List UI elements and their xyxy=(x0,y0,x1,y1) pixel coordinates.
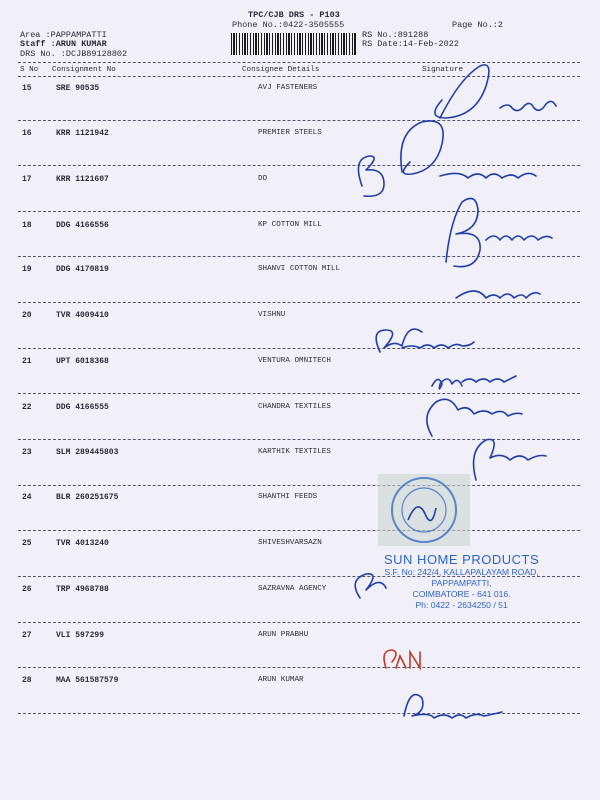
row-consignee: VENTURA OMNITECH xyxy=(258,357,331,365)
row-consignment: KRR 1121607 xyxy=(56,175,109,184)
stamp-phone: Ph: 0422 - 2634250 / 51 xyxy=(415,600,508,610)
row-consignee: VISHNU xyxy=(258,311,286,319)
page-number: Page No.:2 xyxy=(452,20,504,30)
row-sno: 21 xyxy=(22,357,32,366)
row-consignee: KP COTTON MILL xyxy=(258,221,322,229)
phone-number: Phone No.:0422-3505555 xyxy=(232,20,345,30)
row-consignment: TVR 4009410 xyxy=(56,311,109,320)
row-consignment: VLI 597299 xyxy=(56,631,105,640)
row-consignment: DDG 4166556 xyxy=(56,221,109,230)
row-consignment: MAA 561587579 xyxy=(56,676,119,685)
row-consignment: KRR 1121942 xyxy=(56,129,109,138)
row-sno: 19 xyxy=(22,265,32,274)
row-consignee: SHIVESHVARSAZN xyxy=(258,539,322,547)
row-consignee: SHANVI COTTON MILL xyxy=(258,265,341,273)
row-consignee: ARUN KUMAR xyxy=(258,676,304,684)
row-sno: 17 xyxy=(22,175,32,184)
row-consignment: DDG 4166555 xyxy=(56,403,109,412)
column-signature: Signature xyxy=(422,66,464,74)
row-sno: 20 xyxy=(22,311,32,320)
row-consignment: TVR 4013240 xyxy=(56,539,109,548)
row-consignee: ARUN PRABHU xyxy=(258,631,309,639)
row-sno: 16 xyxy=(22,129,32,138)
row-consignee: SHANTHI FEEDS xyxy=(258,493,318,501)
row-sno: 15 xyxy=(22,84,32,93)
row-sno: 26 xyxy=(22,585,32,594)
rs-number: RS No.:891288 xyxy=(362,30,429,40)
stamp-address-line3: COIMBATORE - 641 016. xyxy=(412,589,511,599)
row-consignment: SRE 90535 xyxy=(56,84,100,93)
row-sno: 23 xyxy=(22,448,32,457)
row-consignment: BLR 260251675 xyxy=(56,493,119,502)
row-consignment: TRP 4968788 xyxy=(56,585,109,594)
row-consignee: PREMIER STEELS xyxy=(258,129,322,137)
rs-date: RS Date:14-Feb-2022 xyxy=(362,39,459,49)
row-sno: 27 xyxy=(22,631,32,640)
row-consignee: SAZRAVNA AGENCY xyxy=(258,585,327,593)
row-sno: 24 xyxy=(22,493,32,502)
row-consignee: AVJ FASTENERS xyxy=(258,84,318,92)
staff-label: Staff :ARUN KUMAR xyxy=(20,39,107,49)
area-label: Area :PAPPAMPATTI xyxy=(20,30,107,40)
row-sno: 25 xyxy=(22,539,32,548)
column-sno: S No xyxy=(20,66,39,74)
row-consignee: KARTHIK TEXTILES xyxy=(258,448,331,456)
row-sno: 18 xyxy=(22,221,32,230)
row-consignment: DDG 4170819 xyxy=(56,265,109,274)
stamp-company-name: SUN HOME PRODUCTS xyxy=(384,552,540,567)
column-consignee: Consignee Details xyxy=(242,66,320,74)
document-title: TPC/CJB DRS - P103 xyxy=(248,10,340,20)
column-consignment: Consignment No xyxy=(52,66,116,74)
row-consignment: UPT 6018368 xyxy=(56,357,109,366)
row-consignee: CHANDRA TEXTILES xyxy=(258,403,331,411)
row-consignment: SLM 289445803 xyxy=(56,448,119,457)
row-sno: 28 xyxy=(22,676,32,685)
drs-number: DRS No. :DCJB89128802 xyxy=(20,49,128,59)
stamp-address-line1: S.F. No: 242/4, KALLAPALAYAM ROAD, xyxy=(384,567,539,577)
row-consignee: DO xyxy=(258,175,268,183)
row-sno: 22 xyxy=(22,403,32,412)
stamp-address-line2: PAPPAMPATTI, xyxy=(431,578,492,588)
